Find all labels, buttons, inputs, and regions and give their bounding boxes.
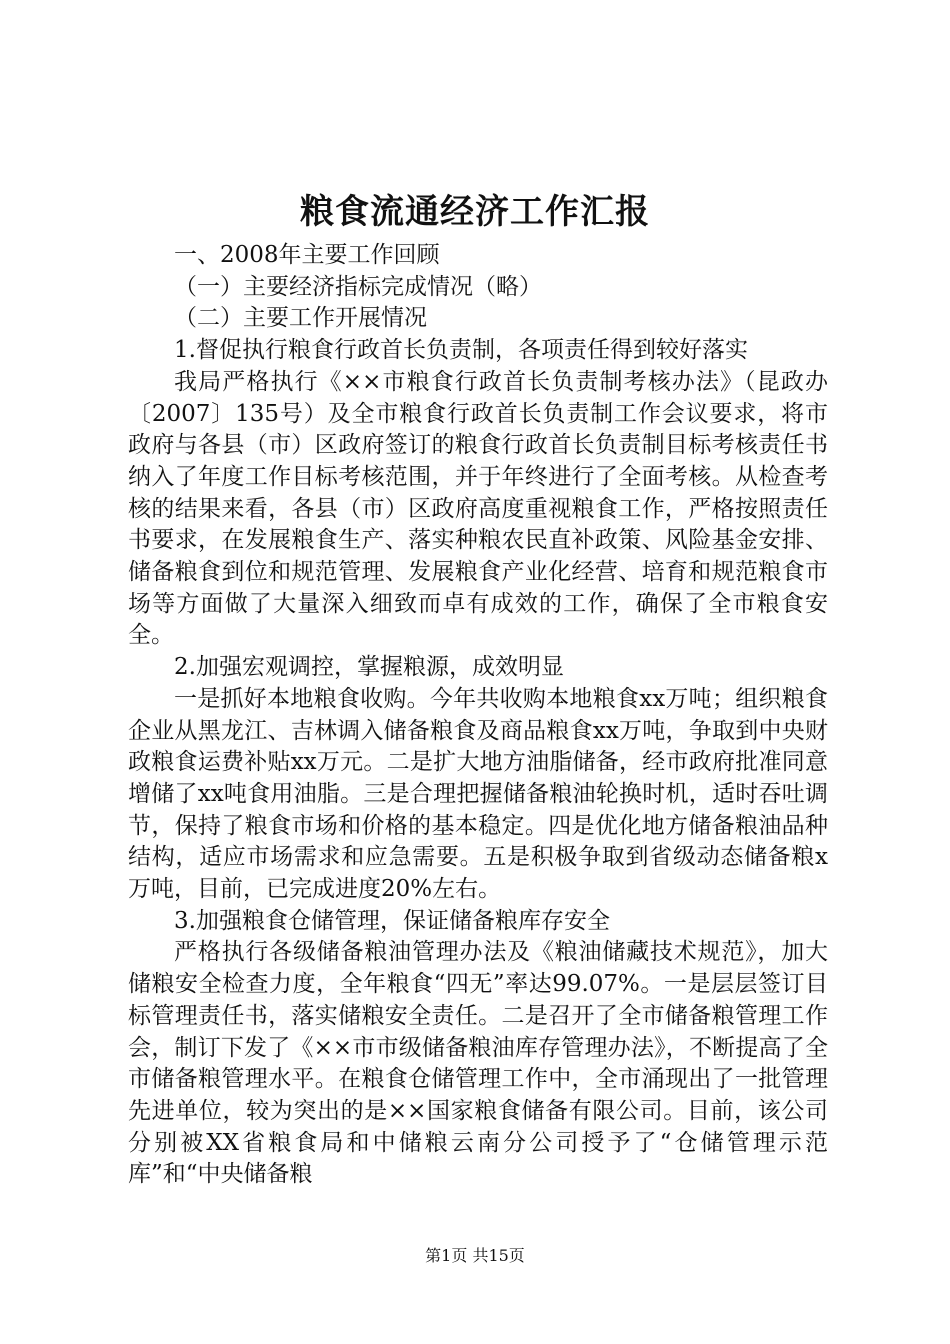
document-title: 粮食流通经济工作汇报 (300, 192, 650, 232)
section-3-paragraph: 严格执行各级储备粮油管理办法及《粮油储藏技术规范》，加大储粮安全检查力度，全年粮食“四无”率达99.07%。一是层层签订目标管理责任书，落实储粮安全责任。二是召开了全市储备粮管理工作会，制订下发了《××市市级储备粮油库存管理办法》，不断提高了全市储备粮管理水平。在粮食仓储管理工作中，全市涌现出了一批管理先进单位，较为突出的是××国家粮食储备有限公司。目前，该公司分别被XX省粮食局和中储粮云南分公司授予了“仓储管理示范库”和“中央储备粮 (128, 939, 828, 1188)
section-1-title: 1.督促执行粮食行政首长负责制，各项责任得到较好落实 (174, 337, 748, 364)
document-body (128, 240, 828, 1191)
section-1-paragraph: 我局严格执行《××市粮食行政首长负责制考核办法》（昆政办〔2007〕135号）及全市粮食行政首长负责制工作会议要求，将市政府与各县（市）区政府签订的粮食行政首长负责制目标考核责任书纳入了年度工作目标考核范围，并于年终进行了全面考核。从检查考核的结果来看，各县（市）区政府高度重视粮食工作，严格按照责任书要求，在发展粮食生产、落实种粮农民直补政策、风险基金安排、储备粮食到位和规范管理、发展粮食产业化经营、培育和规范粮食市场等方面做了大量深入细致而卓有成效的工作，确保了全市粮食安全。 (128, 368, 828, 649)
page-footer: 第1页 共15页 (425, 1246, 525, 1265)
heading-main-review: 一、2008年主要工作回顾 (174, 242, 440, 268)
section-2-paragraph: 一是抓好本地粮食收购。今年共收购本地粮食xx万吨；组织粮食企业从黑龙江、吉林调入储备粮食及商品粮食xx万吨，争取到中央财政粮食运费补贴xx万元。二是扩大地方油脂储备，经市政府批准同意增储了xx吨食用油脂。三是合理把握储备粮油轮换时机，适时吞吐调节，保持了粮食市场和价格的基本稳定。四是优化地方储备粮油品种结构，适应市场需求和应急需要。五是积极争取到省级动态储备粮x万吨，目前，已完成进度20%左右。 (128, 685, 828, 903)
section-3-title: 3.加强粮食仓储管理，保证储备粮库存安全 (174, 907, 610, 934)
heading-main-work: （二）主要工作开展情况 (174, 305, 427, 332)
section-2-title: 2.加强宏观调控，掌握粮源，成效明显 (174, 654, 564, 681)
heading-economic-indicators: （一）主要经济指标完成情况（略） (174, 273, 542, 300)
